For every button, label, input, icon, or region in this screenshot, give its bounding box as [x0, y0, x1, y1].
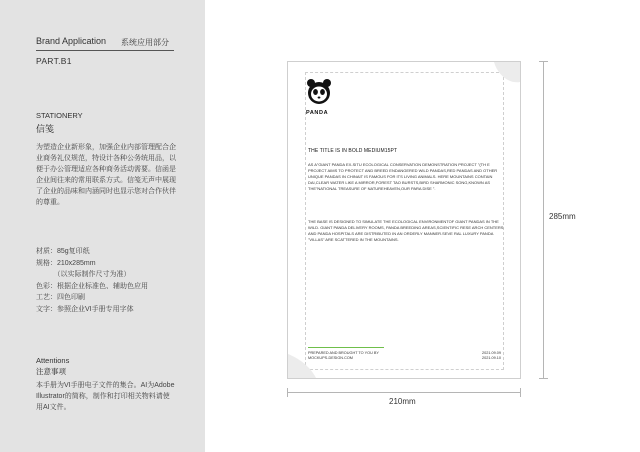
letter-title: THE TITLE IS IN BOLD MEDIUM15PT: [308, 148, 398, 154]
spec-material: 材质：85g复印纸: [36, 248, 90, 255]
height-dimension-tick: [539, 61, 548, 62]
spec-list: [36, 246, 148, 315]
spec-size: 规格：210x285mm: [36, 259, 96, 267]
header-title-en: Brand Application: [36, 36, 107, 46]
height-dimension-line: [543, 61, 544, 379]
attention-title-cn: 注意事项: [36, 367, 66, 376]
footer-dates: [482, 351, 501, 361]
footer-date: 2021.09.09: [482, 351, 502, 355]
letter-paragraph: AS A"GIANT PANDA EX-SITU ECOLOGICAL CONSERVATION DEMONSTRATION PROJECT "(TH E PROJECT AIMS TO PROTECT AND BREED ENDANGERED WILD PANDAS,RED PANDAS AND OTHER UNIQUE PANDAS IN CHINAIT IS FAMOUS FOR ITS LIVING ANIMALS. HERE MOUNTAINS CONTAIN DAI,CLEAR WATER LIKE A MIRROR,FOREST TAO BURSTS,BIRD SHARMONIC SONG,KNOWN AS THE"NATIONAL TREASURE OF NATUREHEAVEN,OUR PARA DISE ".: [308, 162, 498, 191]
decorative-swirl: [484, 62, 520, 86]
spec-size-note: （以实际制作尺寸为准）: [36, 271, 131, 278]
logo-wordmark: PANDA: [306, 110, 329, 116]
width-dimension-tick: [520, 388, 521, 397]
height-dimension-label: 285mm: [549, 212, 576, 221]
letter-paragraph: THE BASE IS DESIGNED TO SIMULATE THE ECOLOGICAL ENVIRONMENTOF GIANT PANDAS IN THE WILD. GIANT PANDA DELIVERY ROOMS, PANDA BREEDING AREAS,SCIENTIFIC RESE ARCH CENTERS AND PANDA HOSPITALS ARE DISTRIBUTED IN AN ORDERLY MANNER.SEVE RAL LUXURY PANDA "VILLAS" ARE SCATTERED IN THE MOUNTAINS.: [308, 219, 504, 242]
height-dimension-tick: [539, 378, 548, 379]
attention-text: 本手册为VI手册电子文件的集合。AI为Adobe Illustrator的简称，制作和打印相关物料请使用AI文件。: [36, 382, 175, 411]
spec-color: 色彩：根据企业标准色、辅助色应用: [36, 282, 148, 290]
panda-logo-icon: [306, 78, 332, 108]
info-sidebar: [0, 0, 205, 452]
section-title-en: STATIONERY: [36, 111, 83, 120]
section-description: 为塑造企业新形象，加强企业内部管理配合企业商务礼仪规范，特设计各种公务统用品，以便于办公管理适应各种商务活动需要。信函是企业间往来的常用联系方式。信笺无声中展现了企业的品味和内涵同时也显示您对合作伙伴的尊重。: [36, 144, 176, 206]
spec-font: 文字：参照企业VI手册专用字体: [36, 305, 134, 313]
footer-credit: [308, 351, 379, 361]
attention-title-en: Attentions: [36, 356, 70, 365]
footer-credit-line: PREPARED AND BROUGHT TO YOU BY: [308, 351, 379, 355]
footer-credit-url: MOCKUPS-DESIGN.COM: [308, 356, 353, 360]
letterhead-sheet: [287, 61, 521, 379]
footer-date: 2021.09.10: [482, 356, 502, 360]
header-title-cn: 系统应用部分: [121, 38, 169, 47]
width-dimension-label: 210mm: [389, 397, 416, 406]
footer-accent-line: [308, 347, 384, 348]
part-label: PART.B1: [36, 56, 72, 66]
width-dimension-tick: [287, 388, 288, 397]
section-title-cn: 信笺: [36, 124, 55, 134]
width-dimension-line: [287, 392, 521, 393]
spec-process: 工艺：四色印刷: [36, 294, 85, 301]
header-divider: [36, 50, 174, 51]
